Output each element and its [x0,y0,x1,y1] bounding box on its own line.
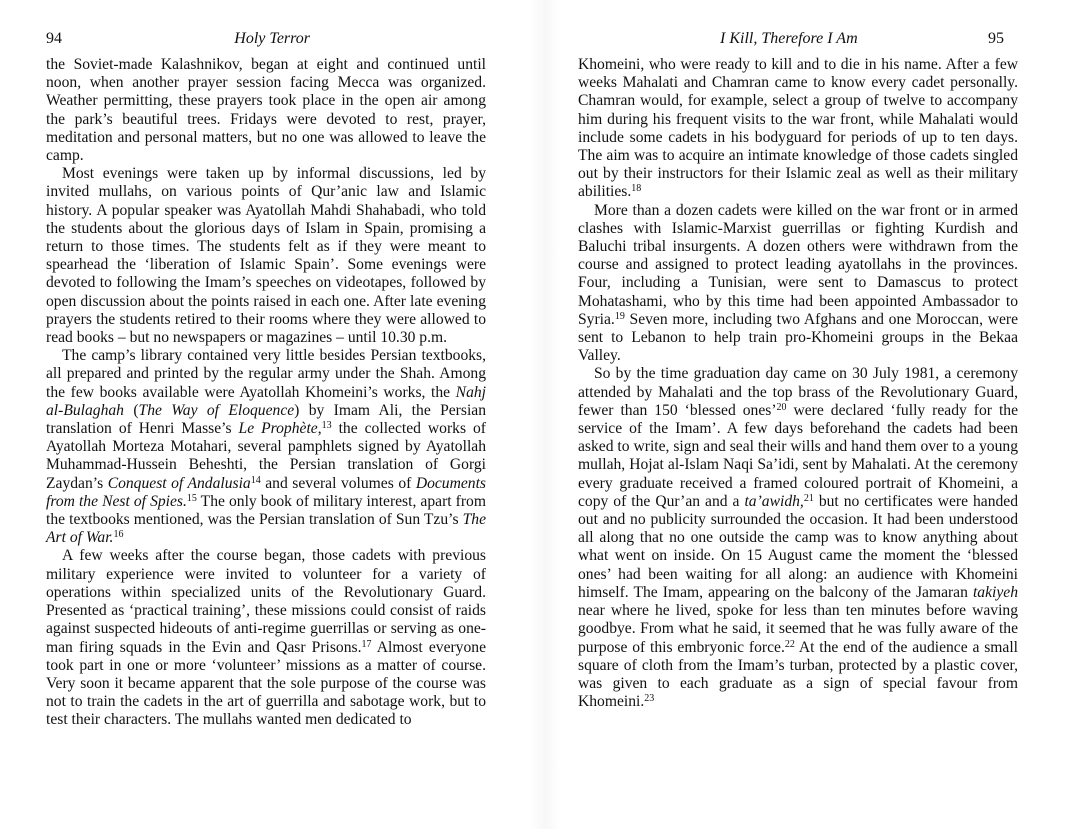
left-running-head [46,30,486,52]
text-run: the collected works of Ayatollah Morteza Motahari, several pamphlets signed by Ayatollah Muhammad-Hussein Beheshti, the Persian translation of Gorgi Zaydan’s [46,420,486,492]
right-running-title: I Kill, Therefore I Am [720,30,858,47]
text-run: So by the time graduation day came on 30 July 1981, a ceremony attended by Mahalati and the top brass of the Revolutionary Guard, fewer than 150 ‘blessed ones’ [578,365,1018,419]
italic-text: ta’awidh, [744,492,804,510]
paragraph [578,202,1018,366]
footnote-marker: 20 [776,401,787,413]
right-page-body [578,56,1018,711]
right-running-head [578,30,1018,52]
text-run: The only book of military interest, apart from the textbooks mentioned, was the Persian translation of Sun Tzu’s [46,492,486,529]
footnote-marker: 21 [803,492,814,504]
footnote-marker: 13 [321,420,332,432]
text-run: were declared ‘fully ready for the service of the Imam’. A few days beforehand the cadets had been asked to write, sign and seal their wills and hand them over to a young mullah, Hojat al-Islam Naqi Sa’idi, sent by Mahalati. At the ceremony every graduate received a framed coloured portrait of Khomeini, a copy of the Qur’an and a [578,401,1018,510]
gutter [530,0,560,829]
paragraph [46,547,486,729]
text-run: Most evenings were taken up by informal discussions, led by invited mullahs, on various points of Qur’anic law and Islamic history. A popular speaker was Ayatollah Mahdi Shahabadi, who told the students about the glorious days of Islam in Spain, promising a return to those times. The students felt as if they were meant to spearhead the ‘liberation of Islamic Spain’. Some evenings were devoted to following the Imam’s speeches on videotapes, followed by open discussion about the points raised in each one. After late evening prayers the students retired to their rooms where they were allowed to read books – but no newspapers or magazines – until 10.30 p.m. [46,165,486,347]
text-run: but no certificates were handed out and no publicity surrounded the occasion. It had been understood all along that no one outside the camp was to know anything about what went on inside. On 15 August came the moment the ‘blessed ones’ had been waiting for all along: an audience with Khomeini himself. The Imam, appearing on the balcony of the Jamaran [578,492,1019,601]
text-run: The camp’s library contained very little besides Persian textbooks, all prepared and printed by the regular army under the Shah. Among the few books available were Ayatollah Khomeini’s works, the [46,347,486,401]
footnote-marker: 15 [186,492,197,504]
left-page [46,30,486,730]
text-run: near where he lived, spoke for less than ten minutes before waving goodbye. From what he said, it seemed that he was fully aware of the purpose of this embryonic force. [578,602,1018,656]
text-run: Khomeini, who were ready to kill and to die in his name. After a few weeks Mahalati and Chamran came to know every cadet personally. Chamran would, for example, select a group of twelve to accompany him during his frequent visits to the war front, while Mahalati would include some cadets in his bodyguard for periods of up to ten days. The aim was to acquire an intimate knowledge of those cadets singled out by their instructors for their Islamic zeal as well as their military abilities. [578,56,1018,201]
paragraph [46,165,486,347]
footnote-marker: 22 [784,638,795,650]
footnote-marker: 14 [250,474,261,486]
footnote-marker: 16 [113,529,124,541]
italic-text: The Way of Eloquence [138,401,295,419]
footnote-marker: 23 [644,693,655,705]
paragraph [578,365,1018,711]
text-run: Almost everyone took part in one or more ‘volunteer’ missions as a matter of course. Very soon it became apparent that the sole purpose of the course was not to train the cadets in the art of guerrilla and sabotage work, but to test their characters. The mullahs wanted men dedicated to [46,638,486,729]
italic-text: Documents from the Nest of Spies. [46,474,486,510]
text-run: A few weeks after the course began, those cadets with previous military experience were invited to volunteer for a variety of operations within specialized units of the Revolutionary Guard. Presented as ‘practical training’, these missions could consist of raids against suspected hideouts of anti-regime guerrillas or serving as one-man firing squads in the Evin and Qasr Prisons. [46,547,486,656]
right-page-number: 95 [988,30,1004,47]
right-page [578,30,1018,711]
text-run: Seven more, including two Afghans and one Moroccan, were sent to Lebanon to help train pro-Khomeini groups in the Bekaa Valley. [578,310,1018,365]
text-run: At the end of the audience a small square of cloth from the Imam’s turban, protected by a plastic cover, was given to each graduate as a sign of special favour from Khomeini. [578,638,1019,711]
left-running-title: Holy Terror [234,30,310,47]
text-run: the Soviet-made Kalashnikov, began at eight and continued until noon, when another prayer session facing Mecca was organized. Weather permitting, these prayers took place in the open air among the park’s beautiful trees. Fridays were devoted to rest, prayer, meditation and personal matters, but no one was allowed to leave the camp. [46,56,486,165]
text-run: More than a dozen cadets were killed on the war front or in armed clashes with Islamic-Marxist guerrillas or fighting Kurdish and Baluchi tribal insurgents. A dozen others were withdrawn from the course and assigned to protect leading ayatollahs in the provinces. Four, including a Tunisian, were sent to Damascus to protect Mohatashami, who by this time had been appointed Ambassador to Syria. [578,201,1018,328]
footnote-marker: 19 [614,310,625,322]
italic-text: Le Prophète [238,420,318,438]
text-run: ( [123,401,139,419]
paragraph [46,347,486,547]
left-page-body [46,56,486,730]
footnote-marker: 18 [631,183,642,195]
italic-text: Nahj al-Bulaghah [46,383,486,419]
italic-text: Conquest of Andalusia [107,474,251,492]
paragraph [578,56,1018,202]
italic-text: The Art of War. [46,511,486,547]
left-page-number: 94 [46,30,62,47]
text-run: , [317,420,322,438]
text-run: ) by Imam Ali, the Persian translation of Henri Masse’s [46,401,486,438]
footnote-marker: 17 [361,638,372,650]
italic-text: takiyeh [972,583,1018,601]
paragraph [46,56,486,165]
text-run: and several volumes of [260,474,416,492]
